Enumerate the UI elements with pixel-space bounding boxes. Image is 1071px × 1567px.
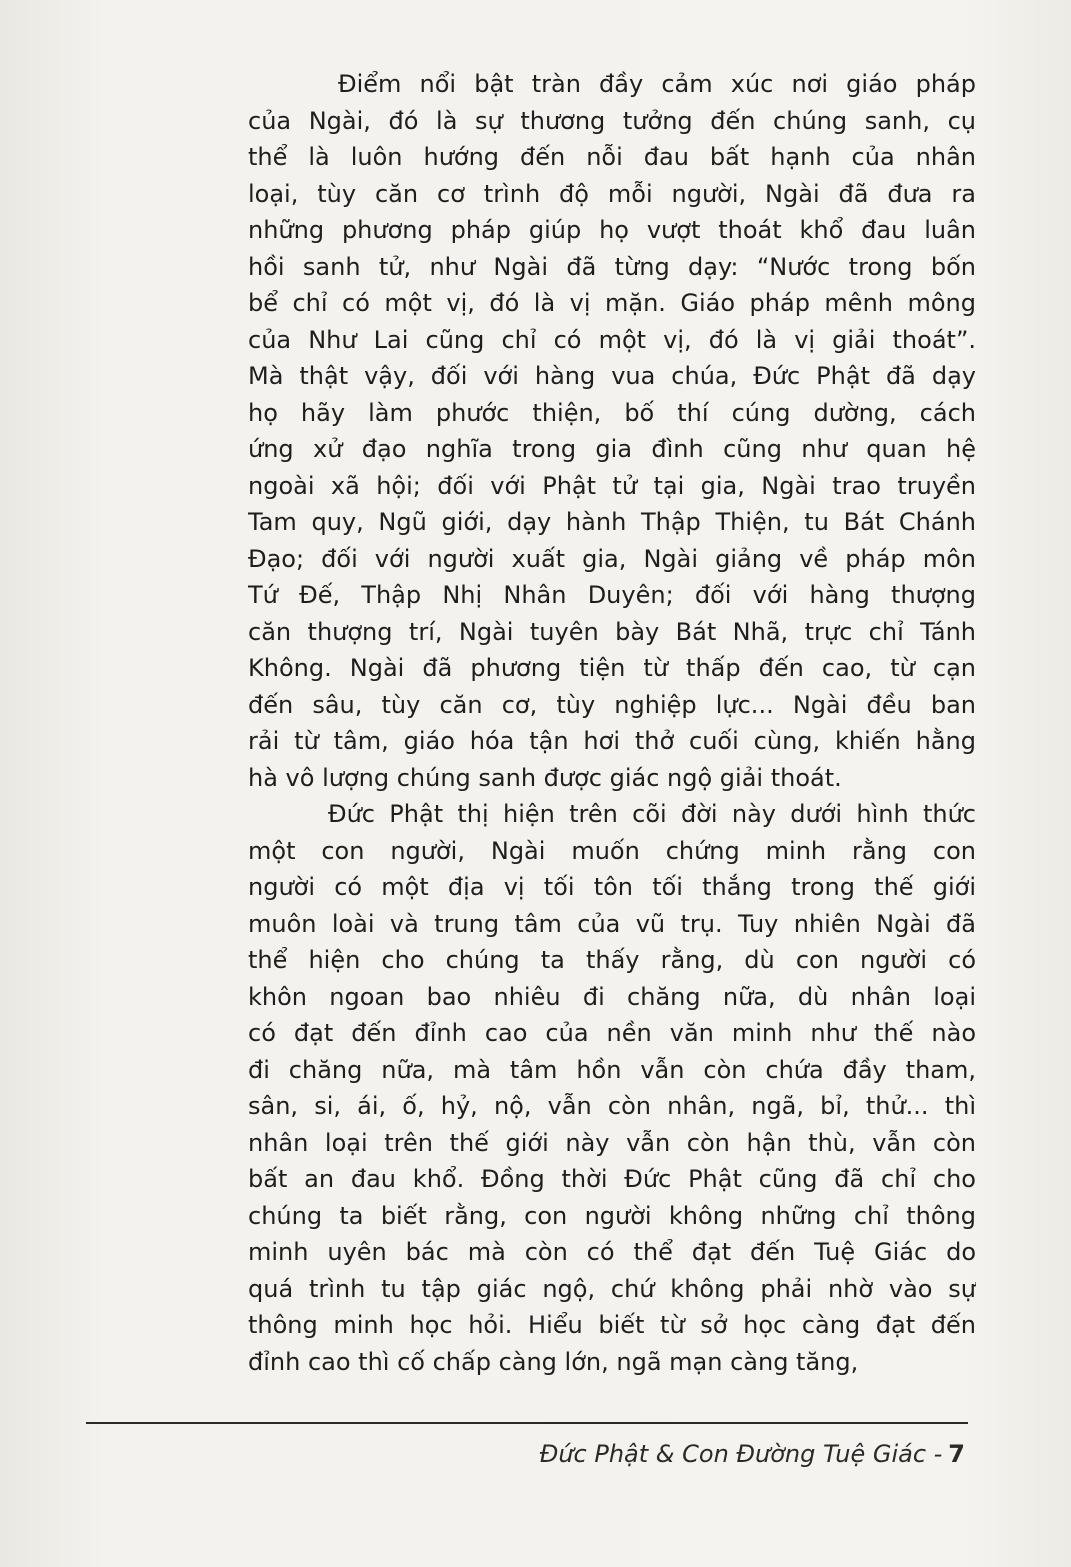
footer-divider	[86, 1422, 968, 1424]
text-line: đỉnh cao thì cố chấp càng lớn, ngã mạn càng tăng,	[248, 1347, 859, 1376]
text-line: ngoài xã hội; đối với Phật tử tại gia, Ngài trao truyền	[248, 471, 976, 500]
body-text	[248, 66, 976, 1380]
text-line: đi chăng nữa, mà tâm hồn vẫn còn chứa đầy tham,	[248, 1055, 976, 1084]
text-line: Không. Ngài đã phương tiện từ thấp đến cao, từ cạn	[248, 654, 976, 682]
text-line: đến sâu, tùy căn cơ, tùy nghiệp lực... Ngài đều ban	[248, 690, 976, 719]
text-line: muôn loài và trung tâm của vũ trụ. Tuy nhiên Ngài đã	[248, 909, 976, 938]
text-line: hà vô lượng chúng sanh được giác ngộ giải thoát.	[248, 763, 842, 792]
text-line: Đức Phật thị hiện trên cõi đời này dưới hình thức	[328, 800, 976, 828]
text-line: thể hiện cho chúng ta thấy rằng, dù con người có	[248, 946, 976, 974]
text-line: thể là luôn hướng đến nỗi đau bất hạnh của nhân	[248, 143, 976, 171]
text-line: minh uyên bác mà còn có thể đạt đến Tuệ Giác do	[248, 1238, 976, 1266]
paragraph-1	[248, 66, 976, 796]
text-line: bất an đau khổ. Đồng thời Đức Phật cũng đã chỉ cho	[248, 1165, 976, 1193]
text-line: một con người, Ngài muốn chứng minh rằng con	[248, 836, 976, 865]
text-line: Tam quy, Ngũ giới, dạy hành Thập Thiện, tu Bát Chánh	[248, 508, 976, 536]
text-line: loại, tùy căn cơ trình độ mỗi người, Ngài đã đưa ra	[248, 179, 976, 208]
page-number: 7	[948, 1440, 965, 1468]
text-line: ứng xử đạo nghĩa trong gia đình cũng như quan hệ	[248, 435, 976, 463]
text-line: rải từ tâm, giáo hóa tận hơi thở cuối cùng, khiến hằng	[248, 727, 976, 755]
text-line: Mà thật vậy, đối với hàng vua chúa, Đức Phật đã dạy	[248, 362, 976, 390]
text-line: chúng ta biết rằng, con người không những chỉ thông	[248, 1201, 976, 1230]
text-line: Tứ Đế, Thập Nhị Nhân Duyên; đối với hàng thượng	[248, 581, 976, 609]
paragraph-2	[248, 796, 976, 1380]
text-line: khôn ngoan bao nhiêu đi chăng nữa, dù nhân loại	[248, 982, 976, 1011]
text-line: sân, si, ái, ố, hỷ, nộ, vẫn còn nhân, ngã, bỉ, thử... thì	[248, 1092, 976, 1120]
text-line: quá trình tu tập giác ngộ, chứ không phải nhờ vào sự	[248, 1274, 976, 1303]
text-line: bể chỉ có một vị, đó là vị mặn. Giáo pháp mênh mông	[248, 289, 976, 317]
text-line: hồi sanh tử, như Ngài đã từng dạy: “Nước trong bốn	[248, 252, 976, 281]
text-line: của Ngài, đó là sự thương tưởng đến chúng sanh, cụ	[248, 106, 976, 135]
text-line: họ hãy làm phước thiện, bố thí cúng dường, cách	[248, 398, 976, 427]
text-line: thông minh học hỏi. Hiểu biết từ sở học càng đạt đến	[248, 1311, 976, 1339]
text-line: Đạo; đối với người xuất gia, Ngài giảng về pháp môn	[248, 544, 976, 573]
book-title: Đức Phật & Con Đường Tuệ Giác -	[539, 1440, 943, 1468]
text-line: của Như Lai cũng chỉ có một vị, đó là vị giải thoát”.	[248, 325, 976, 354]
text-line: nhân loại trên thế giới này vẫn còn hận thù, vẫn còn	[248, 1128, 976, 1157]
text-line: có đạt đến đỉnh cao của nền văn minh như thế nào	[248, 1019, 976, 1047]
text-line: những phương pháp giúp họ vượt thoát khổ đau luân	[248, 216, 976, 244]
running-footer	[540, 1440, 965, 1468]
text-line: căn thượng trí, Ngài tuyên bày Bát Nhã, trực chỉ Tánh	[248, 617, 976, 646]
text-line: Điểm nổi bật tràn đầy cảm xúc nơi giáo pháp	[338, 70, 976, 98]
text-line: người có một địa vị tối tôn tối thắng trong thế giới	[248, 873, 976, 901]
